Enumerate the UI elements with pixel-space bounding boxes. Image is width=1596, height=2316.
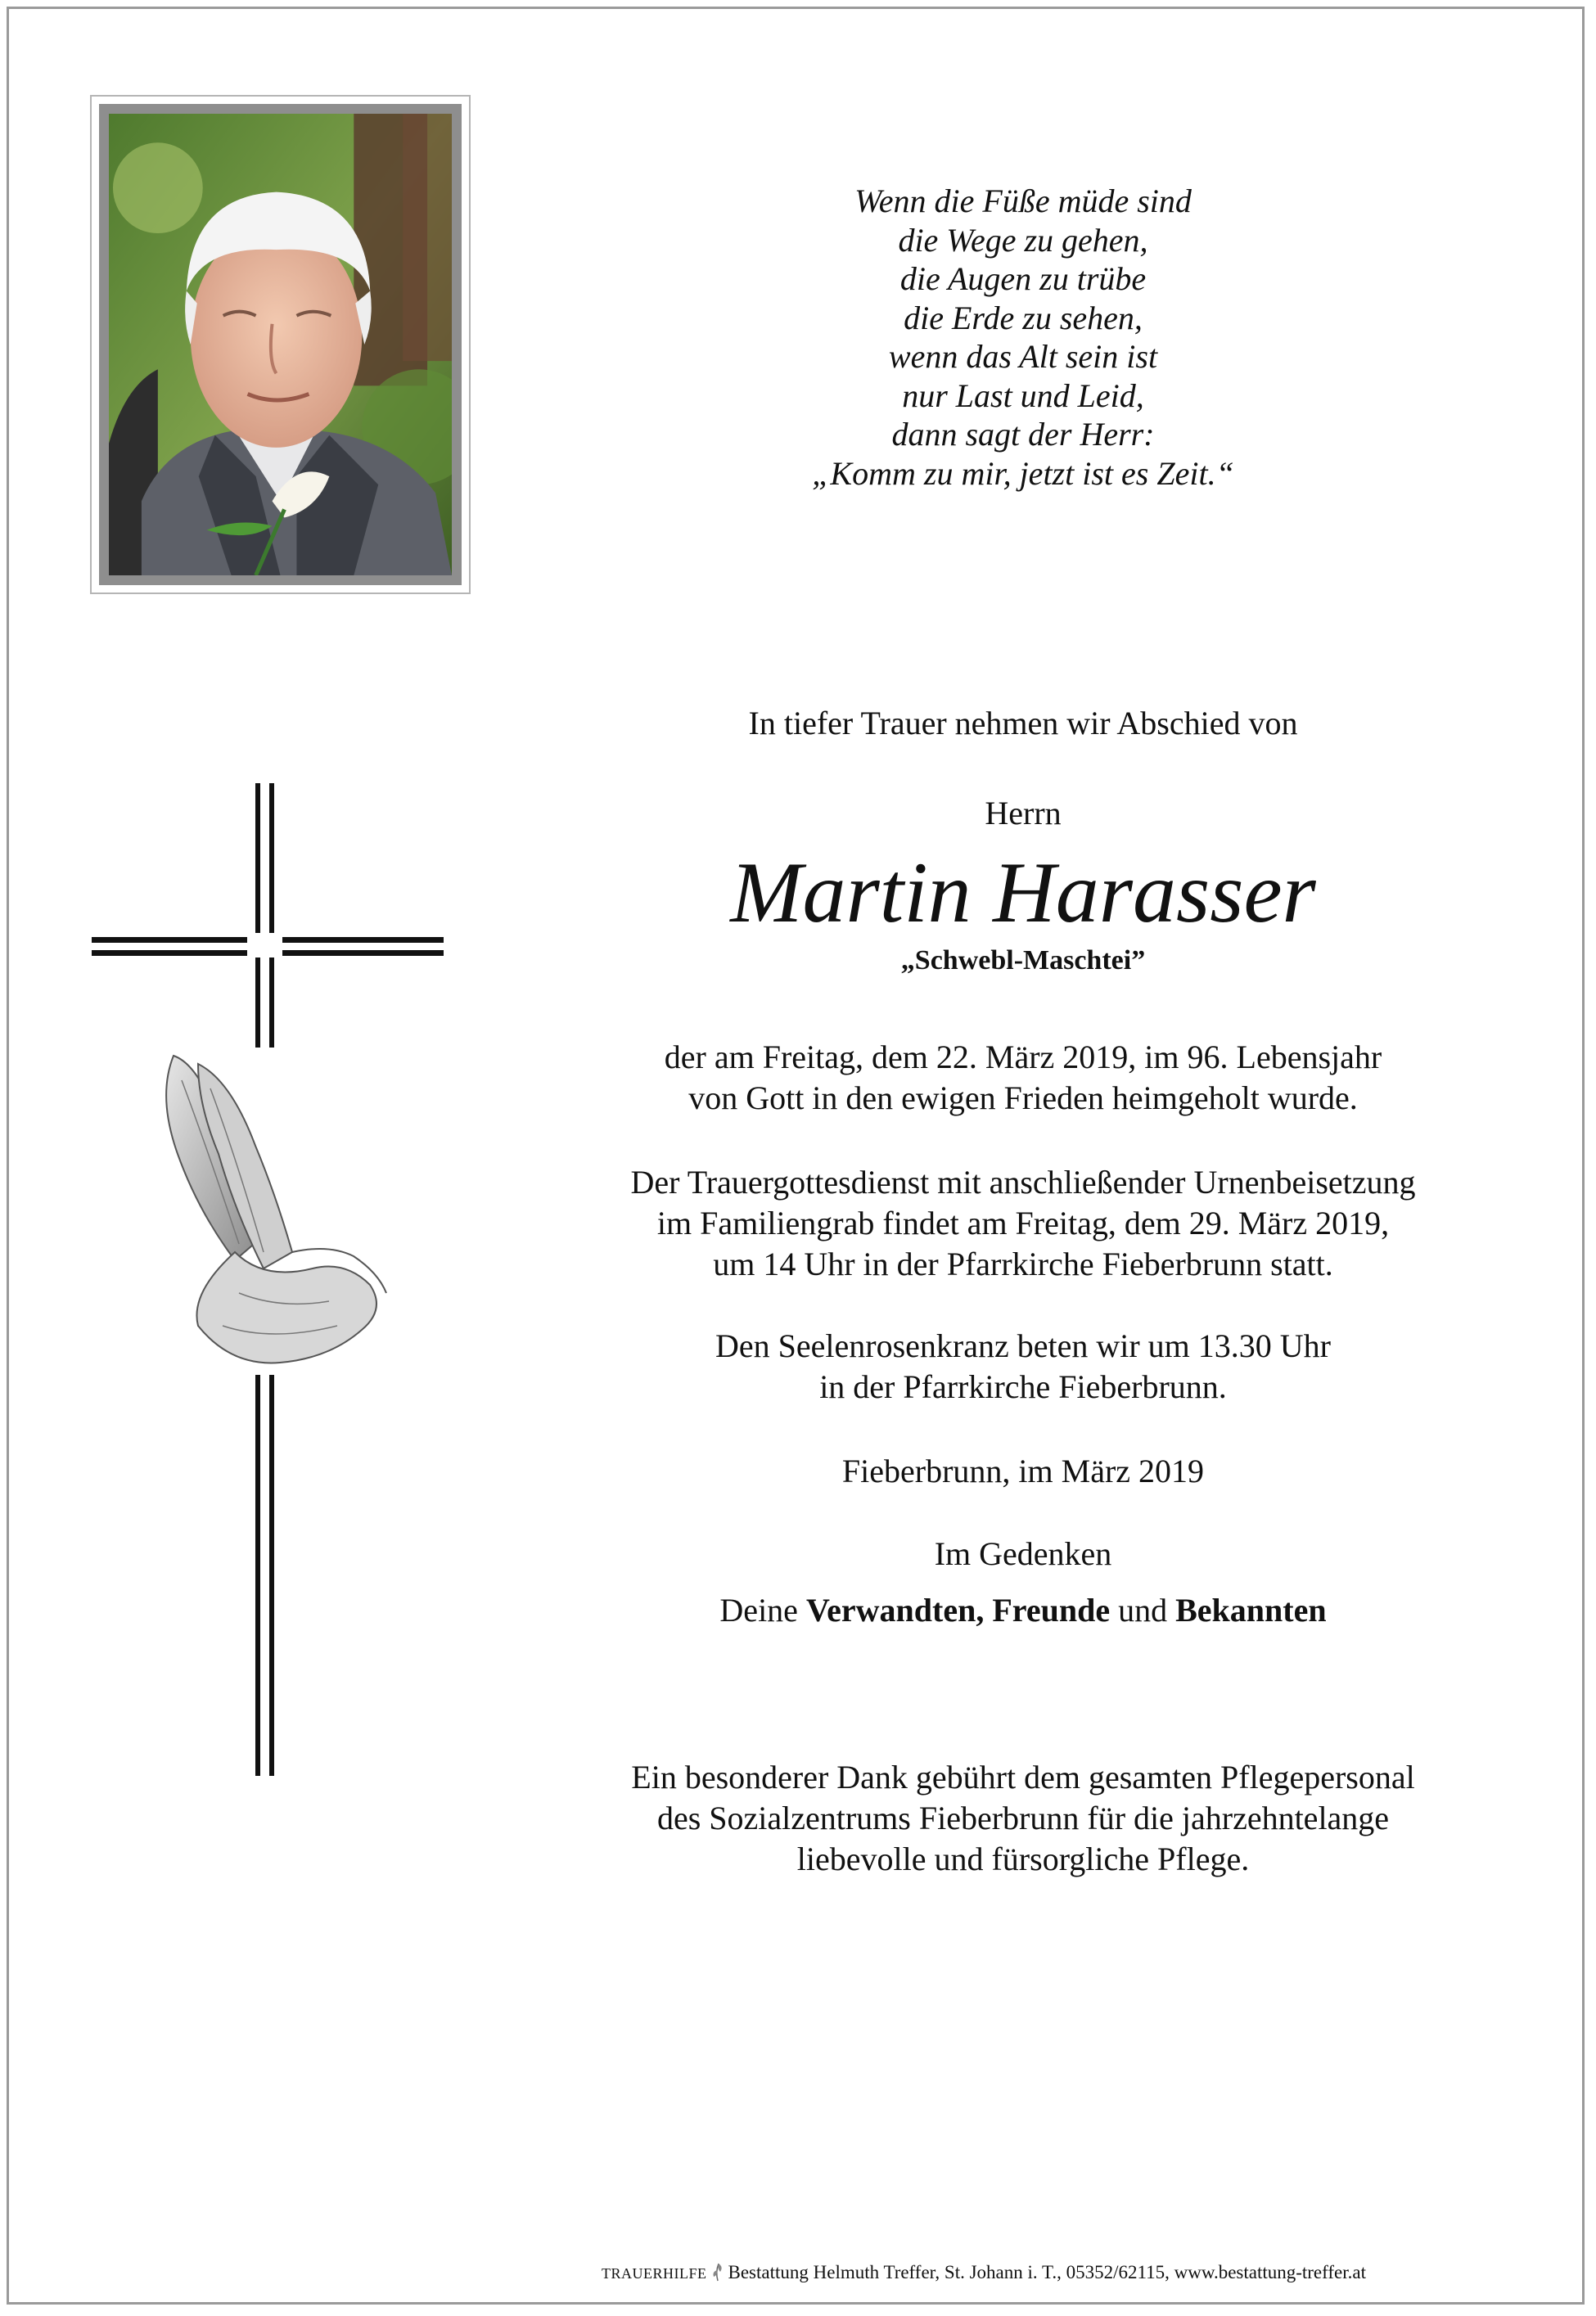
death-line: der am Freitag, dem 22. März 2019, im 96. Lebensjahr	[664, 1039, 1382, 1075]
poem-line: nur Last und Leid,	[902, 376, 1144, 414]
rosary-line: in der Pfarrkirche Fieberbrunn.	[819, 1368, 1227, 1405]
rosary-line: Den Seelenrosenkranz beten wir um 13.30 Uhr	[715, 1327, 1331, 1364]
nickname: „Schwebl-Maschtei”	[900, 945, 1146, 976]
signature-relatives: Verwandten, Freunde	[805, 1592, 1111, 1629]
death-paragraph	[532, 1037, 1514, 1119]
poem-line: die Augen zu trübe	[899, 260, 1147, 297]
funeral-home-footer	[602, 2260, 1366, 2287]
poem-line: wenn das Alt sein ist	[888, 338, 1158, 375]
signature-and: und	[1110, 1592, 1176, 1629]
thanks-line: des Sozialzentrums Fieberbrunn für die jahrzehntelange	[656, 1800, 1390, 1836]
signature-acquaintances: Bekannten	[1175, 1592, 1327, 1629]
signature-prefix: Deine	[719, 1592, 806, 1629]
thanks-paragraph	[532, 1757, 1514, 1880]
poem-line: Wenn die Füße müde sind	[854, 182, 1192, 219]
footer-text: Bestattung Helmuth Treffer, St. Johann i. T., 05352/62115, www.bestattung-treffer.at	[728, 2262, 1366, 2282]
service-paragraph	[532, 1162, 1514, 1285]
leaf-icon	[710, 2260, 725, 2287]
deceased-name: Martin Harasser	[730, 845, 1316, 940]
salutation: Herrn	[985, 795, 1062, 831]
praying-hands-icon	[141, 1048, 396, 1375]
service-line: im Familiengrab findet am Freitag, dem 29. März 2019,	[656, 1205, 1390, 1241]
rosary-paragraph	[532, 1326, 1514, 1408]
thanks-line: Ein besonderer Dank gebührt dem gesamten Pflegepersonal	[631, 1759, 1415, 1796]
service-line: Der Trauergottesdienst mit anschließender Urnenbeisetzung	[630, 1164, 1416, 1201]
poem-line: „Komm zu mir, jetzt ist es Zeit.“	[812, 454, 1234, 492]
remembrance-line: Im Gedenken	[934, 1535, 1112, 1572]
poem-line: die Erde zu sehen,	[904, 299, 1143, 336]
intro-line: In tiefer Trauer nehmen wir Abschied von	[748, 705, 1298, 741]
place-date: Fieberbrunn, im März 2019	[841, 1453, 1205, 1489]
service-line: um 14 Uhr in der Pfarrkirche Fieberbrunn statt.	[713, 1246, 1333, 1282]
footer-brand: TRAUERHILFE	[602, 2265, 707, 2282]
poem-line: dann sagt der Herr:	[891, 416, 1155, 453]
poem-line: die Wege zu gehen,	[898, 221, 1148, 259]
death-line: von Gott in den ewigen Frieden heimgeholt wurde.	[688, 1079, 1358, 1116]
thanks-line: liebevolle und fürsorgliche Pflege.	[796, 1841, 1250, 1877]
signature-line	[532, 1591, 1514, 1629]
